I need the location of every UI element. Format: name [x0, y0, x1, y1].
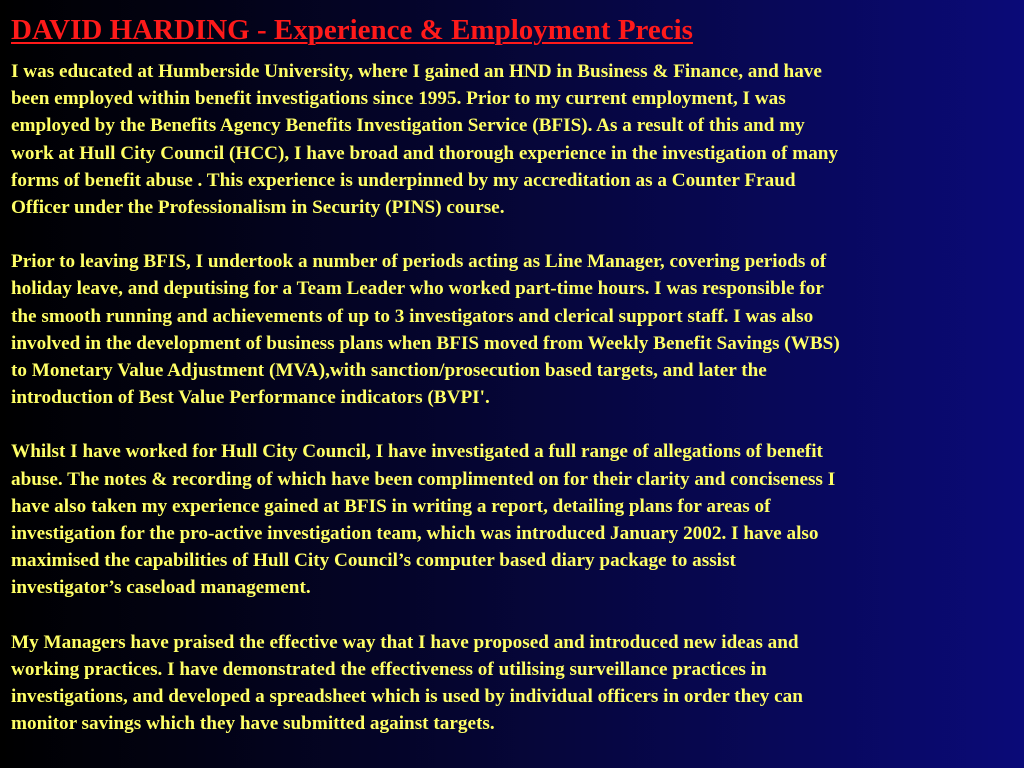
paragraph-line: forms of benefit abuse . This experience is underpinned by my accreditation as a Counter Fraud — [11, 169, 796, 191]
paragraph-line: investigation for the pro-active investigation team, which was introduced January 2002. I have also — [11, 523, 819, 545]
paragraph-line: Whilst I have worked for Hull City Council, I have investigated a full range of allegations of benefit — [11, 441, 823, 463]
paragraph-line: monitor savings which they have submitted against targets. — [11, 713, 495, 735]
paragraph-line: My Managers have praised the effective way that I have proposed and introduced new ideas and — [11, 631, 799, 653]
paragraph-line: abuse. The notes & recording of which have been complimented on for their clarity and conciseness I — [11, 468, 836, 490]
paragraph-line: investigations, and developed a spreadsheet which is used by individual officers in order they can — [11, 686, 803, 708]
paragraph-line: been employed within benefit investigations since 1995. Prior to my current employment, I was — [11, 88, 786, 110]
paragraph-hull-city-council — [11, 438, 1012, 601]
paragraph-line: Prior to leaving BFIS, I undertook a number of periods acting as Line Manager, covering periods of — [11, 251, 827, 273]
paragraph-line: maximised the capabilities of Hull City Council’s computer based diary package to assist — [11, 550, 736, 572]
paragraph-line: to Monetary Value Adjustment (MVA),with sanction/prosecution based targets, and later the — [11, 360, 767, 382]
paragraph-line: have also taken my experience gained at BFIS in writing a report, detailing plans for areas of — [11, 495, 771, 517]
paragraph-line: employed by the Benefits Agency Benefits Investigation Service (BFIS). As a result of this and my — [11, 115, 805, 137]
paragraph-line: working practices. I have demonstrated the effectiveness of utilising surveillance practices in — [11, 658, 767, 680]
paragraph-line: holiday leave, and deputising for a Team Leader who worked part-time hours. I was responsible for — [11, 278, 824, 300]
paragraph-line: I was educated at Humberside University, where I gained an HND in Business & Finance, and have — [11, 61, 822, 82]
paragraph-managers — [11, 629, 1012, 738]
paragraph-line: investigator’s caseload management. — [11, 577, 311, 599]
slide-title: DAVID HARDING - Experience & Employment Precis — [11, 14, 693, 46]
paragraph-line: Officer under the Professionalism in Security (PINS) course. — [11, 197, 505, 219]
paragraph-line: the smooth running and achievements of up to 3 investigators and clerical support staff. I was also — [11, 305, 814, 327]
paragraph-line: introduction of Best Value Performance indicators (BVPI'. — [11, 387, 490, 409]
paragraph-line: work at Hull City Council (HCC), I have broad and thorough experience in the investigation of many — [11, 142, 839, 164]
paragraph-line: involved in the development of business plans when BFIS moved from Weekly Benefit Savings (WBS) — [11, 332, 840, 354]
slide-body — [11, 58, 1012, 737]
paragraph-bfis — [11, 248, 1012, 411]
paragraph-education — [11, 58, 1012, 221]
